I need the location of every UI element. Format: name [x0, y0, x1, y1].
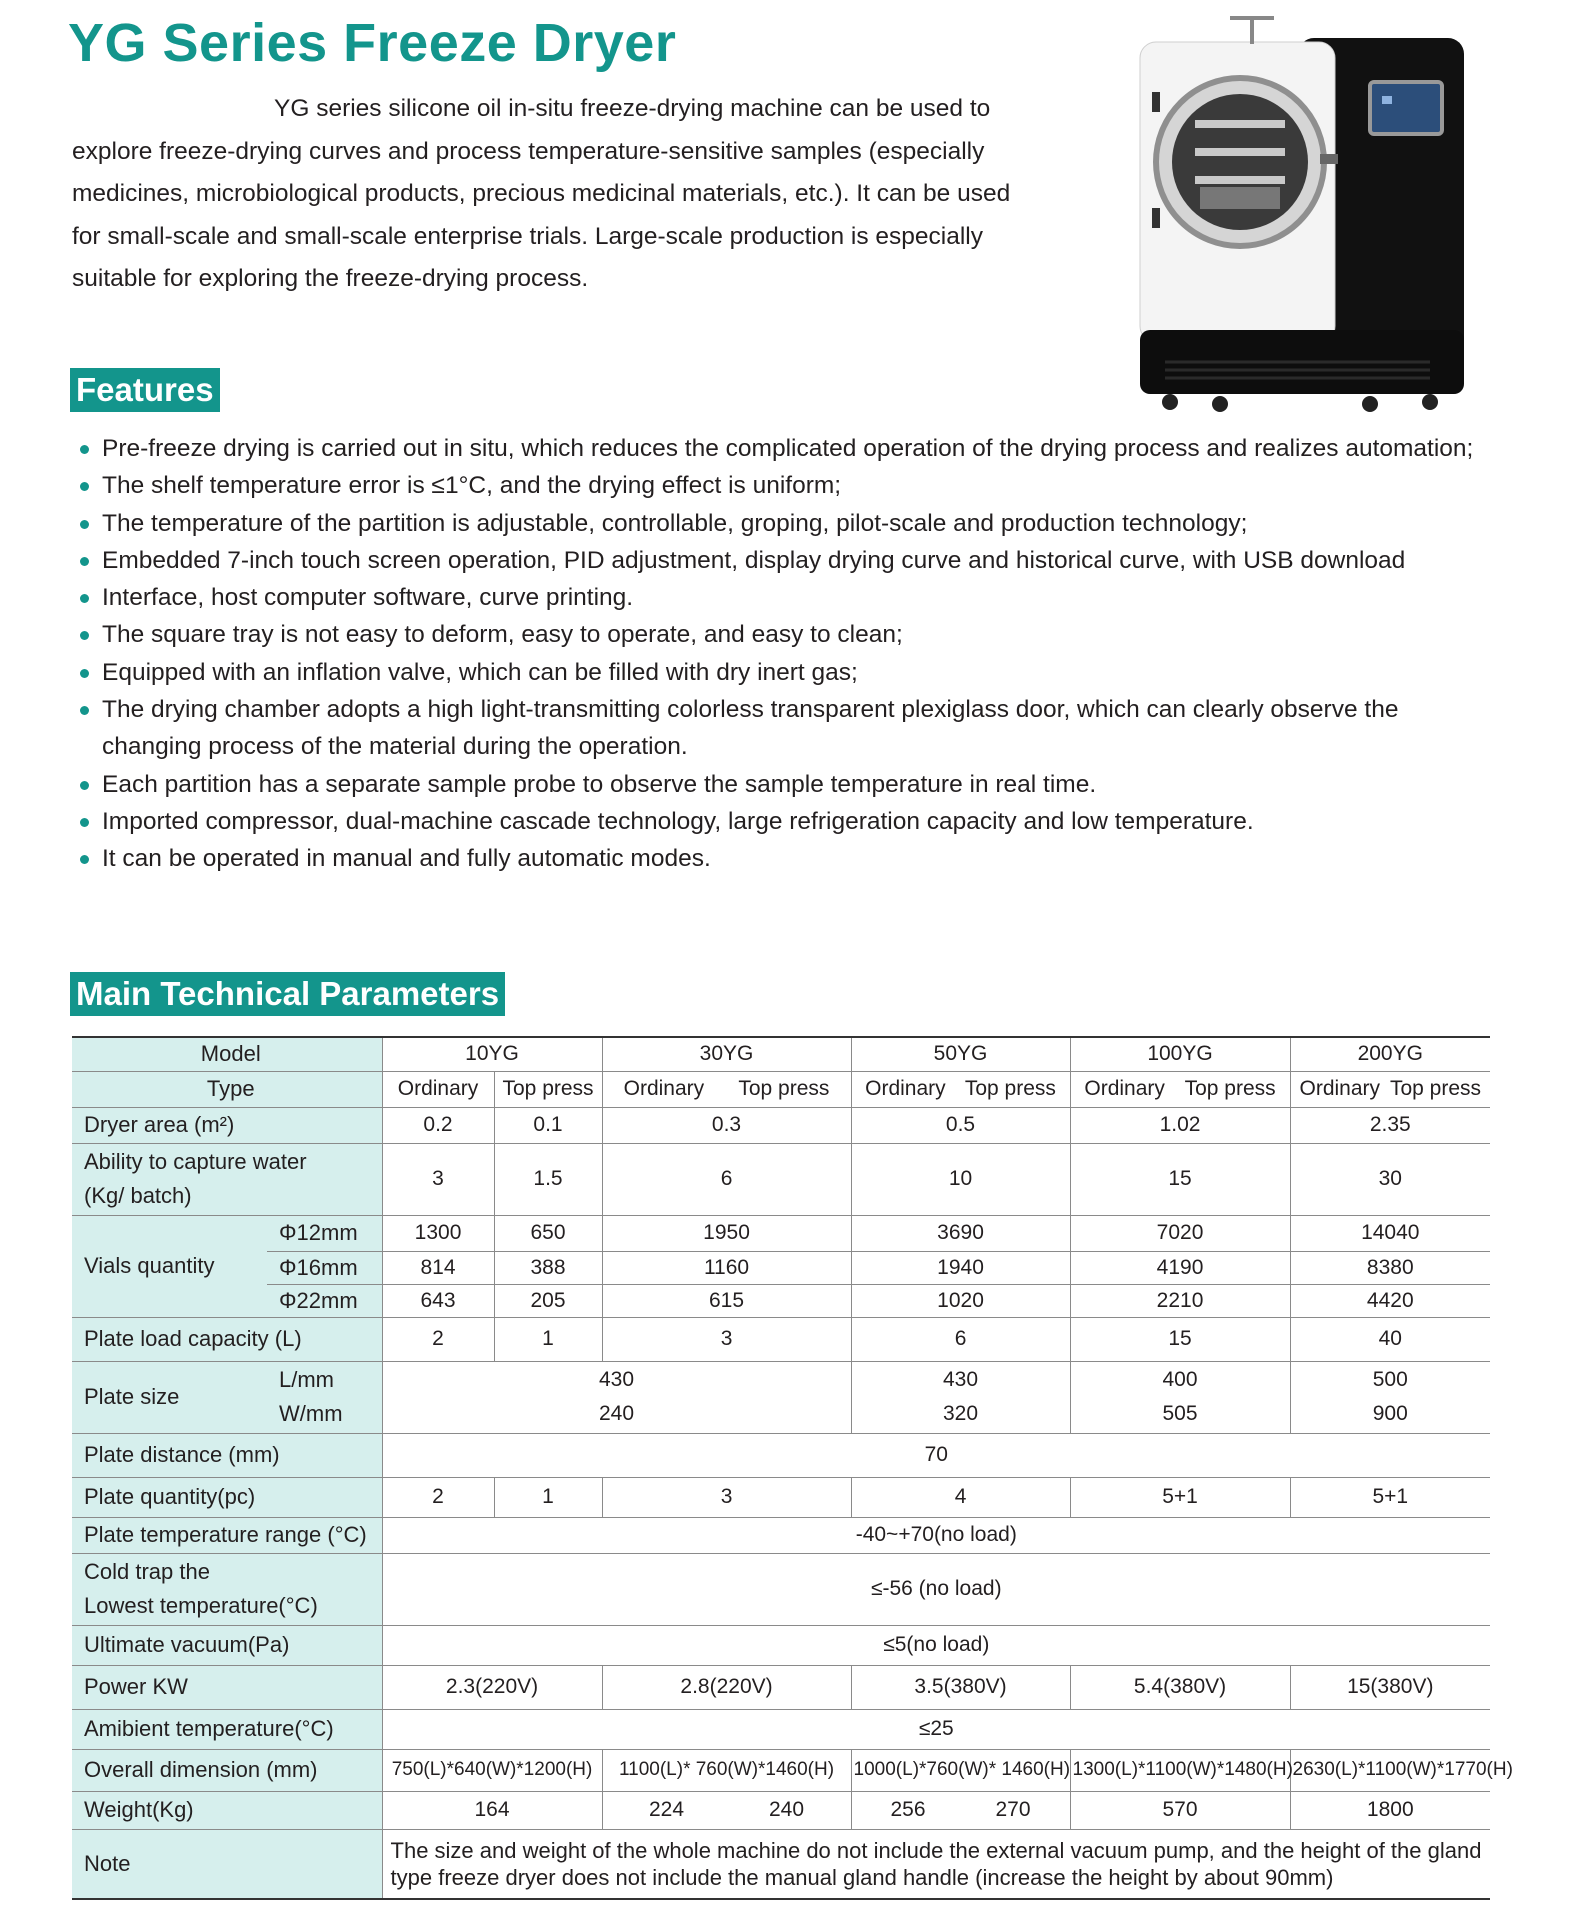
table-row — [72, 1477, 1490, 1517]
list-item: The temperature of the partition is adjustable, controllable, groping, pilot-scale and production technology; — [78, 505, 1478, 542]
capture-label-line: Ability to capture water — [84, 1149, 307, 1174]
table-cell — [1290, 1071, 1490, 1107]
cold-trap-label-line: Cold trap the — [84, 1559, 210, 1584]
table-cell: 6 — [851, 1317, 1070, 1361]
table-cell: Ordinary — [1299, 1077, 1381, 1100]
note-text: The size and weight of the whole machine do not include the external vacuum pump, and the height of the gland type freeze dryer does not include the manual gland handle (increase the height by about 90mm) — [382, 1829, 1490, 1899]
table-cell — [1070, 1361, 1290, 1433]
table-row — [72, 1749, 1490, 1791]
table-cell: Top press — [738, 1077, 830, 1100]
table-row — [72, 1791, 1490, 1829]
capture-label — [72, 1143, 382, 1215]
table-cell: 650 — [494, 1215, 602, 1251]
table-row — [72, 1071, 1490, 1107]
model-label: Model — [72, 1037, 382, 1071]
table-cell: 430 — [599, 1368, 635, 1391]
table-cell: ≤-56 (no load) — [382, 1553, 1490, 1625]
table-cell: 0.3 — [602, 1107, 851, 1143]
table-cell: 1000(L)*760(W)* 1460(H) — [851, 1749, 1070, 1791]
table-cell: 2210 — [1070, 1284, 1290, 1317]
table-cell: 10YG — [382, 1037, 602, 1071]
table-cell: 505 — [1162, 1402, 1198, 1425]
list-item: Pre-freeze drying is carried out in situ, which reduces the complicated operation of the drying process and realizes automation; — [78, 430, 1478, 467]
list-item: Embedded 7-inch touch screen operation, PID adjustment, display drying curve and historical curve, with USB download — [78, 542, 1478, 579]
plate-size-label: Plate size — [72, 1361, 267, 1433]
table-cell: Ordinary — [865, 1077, 946, 1100]
table-cell: 814 — [382, 1251, 494, 1284]
table-cell: 70 — [382, 1433, 1490, 1477]
freeze-dryer-image — [1130, 12, 1470, 417]
table-cell: 4420 — [1290, 1284, 1490, 1317]
table-cell: Top press — [1184, 1077, 1276, 1100]
table-cell: 900 — [1372, 1402, 1408, 1425]
page-title: YG Series Freeze Dryer — [68, 13, 677, 73]
parameters-table — [72, 1036, 1513, 1900]
table-cell: 430 — [943, 1368, 979, 1391]
features-heading: Features — [70, 368, 220, 412]
vial-size-label: Φ22mm — [267, 1284, 382, 1317]
table-cell: 0.2 — [382, 1107, 494, 1143]
table-cell: 2.35 — [1290, 1107, 1490, 1143]
table-cell: 615 — [602, 1284, 851, 1317]
table-cell: 1 — [494, 1317, 602, 1361]
table-cell: 270 — [995, 1798, 1031, 1821]
table-cell: 5.4(380V) — [1070, 1665, 1290, 1709]
table-cell: 3 — [602, 1317, 851, 1361]
table-cell: 3690 — [851, 1215, 1070, 1251]
table-cell: 1.02 — [1070, 1107, 1290, 1143]
table-cell: 164 — [382, 1791, 602, 1829]
table-cell: 4 — [851, 1477, 1070, 1517]
table-cell: 240 — [769, 1798, 805, 1821]
table-cell: 224 — [649, 1798, 685, 1821]
table-cell: 1300(L)*1100(W)*1480(H) — [1070, 1749, 1290, 1791]
table-row — [72, 1553, 1490, 1625]
table-cell: Ordinary — [382, 1071, 494, 1107]
table-cell: 50YG — [851, 1037, 1070, 1071]
weight-label: Weight(Kg) — [72, 1791, 382, 1829]
table-cell: 240 — [599, 1402, 635, 1425]
table-cell: 14040 — [1290, 1215, 1490, 1251]
table-cell: 1 — [494, 1477, 602, 1517]
table-row — [72, 1433, 1490, 1477]
features-list — [78, 430, 1478, 878]
table-cell: Top press — [494, 1071, 602, 1107]
table-cell: 30 — [1290, 1143, 1490, 1215]
quantity-label: Plate quantity(pc) — [72, 1477, 382, 1517]
vacuum-label: Ultimate vacuum(Pa) — [72, 1625, 382, 1665]
type-label: Type — [72, 1071, 382, 1107]
table-cell — [1290, 1361, 1490, 1433]
table-cell: Top press — [1389, 1077, 1482, 1100]
plate-l-label: L/mm — [279, 1367, 334, 1392]
table-cell: 2630(L)*1100(W)*1770(H) — [1290, 1749, 1490, 1791]
cold-trap-label-line: Lowest temperature(°C) — [84, 1593, 318, 1618]
plate-temp-label: Plate temperature range (°C) — [72, 1517, 382, 1553]
table-cell: 4190 — [1070, 1251, 1290, 1284]
table-cell: 3 — [602, 1477, 851, 1517]
intro-paragraph: YG series silicone oil in-situ freeze-drying machine can be used to explore freeze-drying curves and process temperature-sensitive samples (especially medicines, microbiological products, precious medicinal materials, etc.). It can be used for small-scale and small-scale enterprise trials. Large-scale production is especially suitable for exploring the freeze-drying process. — [72, 95, 1011, 292]
ambient-label: Amibient temperature(°C) — [72, 1709, 382, 1749]
power-label: Power KW — [72, 1665, 382, 1709]
table-cell: 5+1 — [1070, 1477, 1290, 1517]
dimension-label: Overall dimension (mm) — [72, 1749, 382, 1791]
table-cell: 256 — [890, 1798, 926, 1821]
table-cell: 2 — [382, 1477, 494, 1517]
table-cell — [602, 1791, 851, 1829]
table-cell: 388 — [494, 1251, 602, 1284]
list-item: The drying chamber adopts a high light-transmitting colorless transparent plexiglass door, which can clearly observe the changing process of the material during the operation. — [78, 691, 1478, 766]
table-cell: 1800 — [1290, 1791, 1490, 1829]
table-cell: 1100(L)* 760(W)*1460(H) — [602, 1749, 851, 1791]
table-cell: 7020 — [1070, 1215, 1290, 1251]
table-cell: Top press — [964, 1077, 1056, 1100]
table-cell: 643 — [382, 1284, 494, 1317]
table-cell: ≤25 — [382, 1709, 1490, 1749]
table-cell: 6 — [602, 1143, 851, 1215]
table-cell: 3 — [382, 1143, 494, 1215]
list-item: It can be operated in manual and fully automatic modes. — [78, 840, 1478, 877]
table-cell: 320 — [943, 1402, 979, 1425]
table-cell: 8380 — [1290, 1251, 1490, 1284]
table-row — [72, 1361, 1490, 1433]
table-cell: 0.1 — [494, 1107, 602, 1143]
table-cell — [602, 1071, 851, 1107]
table-row — [72, 1709, 1490, 1749]
table-cell: 2.3(220V) — [382, 1665, 602, 1709]
table-cell: 1300 — [382, 1215, 494, 1251]
table-cell: 205 — [494, 1284, 602, 1317]
plate-w-label: W/mm — [279, 1401, 343, 1426]
table-cell: -40~+70(no load) — [382, 1517, 1490, 1553]
table-row — [72, 1517, 1490, 1553]
table-cell — [851, 1071, 1070, 1107]
list-item: Imported compressor, dual-machine cascade technology, large refrigeration capacity and low temperature. — [78, 803, 1478, 840]
cold-trap-label — [72, 1553, 382, 1625]
table-row — [72, 1037, 1490, 1071]
table-cell: 570 — [1070, 1791, 1290, 1829]
table-cell — [851, 1361, 1070, 1433]
table-cell: Ordinary — [1084, 1077, 1165, 1100]
table-cell: 100YG — [1070, 1037, 1290, 1071]
vial-size-label: Φ16mm — [267, 1251, 382, 1284]
table-cell: 1940 — [851, 1251, 1070, 1284]
list-item: Interface, host computer software, curve printing. — [78, 579, 1478, 616]
list-item: The shelf temperature error is ≤1°C, and the drying effect is uniform; — [78, 467, 1478, 504]
parameters-heading: Main Technical Parameters — [70, 972, 505, 1016]
table-cell: Ordinary — [623, 1077, 705, 1100]
list-item: The square tray is not easy to deform, easy to operate, and easy to clean; — [78, 616, 1478, 653]
table-row — [72, 1215, 1490, 1251]
table-cell: 40 — [1290, 1317, 1490, 1361]
table-cell — [1070, 1071, 1290, 1107]
table-cell: 30YG — [602, 1037, 851, 1071]
note-label: Note — [72, 1829, 382, 1899]
table-row — [72, 1317, 1490, 1361]
table-cell: 10 — [851, 1143, 1070, 1215]
load-label: Plate load capacity (L) — [72, 1317, 382, 1361]
capture-label-line: (Kg/ batch) — [84, 1183, 192, 1208]
table-cell: 750(L)*640(W)*1200(H) — [382, 1749, 602, 1791]
table-row — [72, 1829, 1490, 1899]
table-cell: 400 — [1162, 1368, 1198, 1391]
table-row — [72, 1625, 1490, 1665]
table-cell: 5+1 — [1290, 1477, 1490, 1517]
plate-dim-label — [267, 1361, 382, 1433]
table-cell: 1160 — [602, 1251, 851, 1284]
list-item: Equipped with an inflation valve, which can be filled with dry inert gas; — [78, 654, 1478, 691]
table-cell: ≤5(no load) — [382, 1625, 1490, 1665]
table-cell: 1020 — [851, 1284, 1070, 1317]
table-cell: 2 — [382, 1317, 494, 1361]
table-cell: 0.5 — [851, 1107, 1070, 1143]
table-row — [72, 1251, 1490, 1284]
table-cell: 15(380V) — [1290, 1665, 1490, 1709]
table-cell: 2.8(220V) — [602, 1665, 851, 1709]
table-row — [72, 1143, 1490, 1215]
table-cell: 1950 — [602, 1215, 851, 1251]
table-cell: 500 — [1372, 1368, 1408, 1391]
distance-label: Plate distance (mm) — [72, 1433, 382, 1477]
table-cell — [851, 1791, 1070, 1829]
table-row — [72, 1284, 1490, 1317]
vial-size-label: Φ12mm — [267, 1215, 382, 1251]
table-row — [72, 1107, 1490, 1143]
table-cell: 3.5(380V) — [851, 1665, 1070, 1709]
list-item: Each partition has a separate sample probe to observe the sample temperature in real time. — [78, 766, 1478, 803]
table-cell: 15 — [1070, 1317, 1290, 1361]
table-cell — [382, 1361, 851, 1433]
table-cell: 15 — [1070, 1143, 1290, 1215]
vials-label: Vials quantity — [72, 1215, 267, 1317]
table-cell: 200YG — [1290, 1037, 1490, 1071]
dryer-area-label: Dryer area (m²) — [72, 1107, 382, 1143]
table-cell: 1.5 — [494, 1143, 602, 1215]
table-row — [72, 1665, 1490, 1709]
